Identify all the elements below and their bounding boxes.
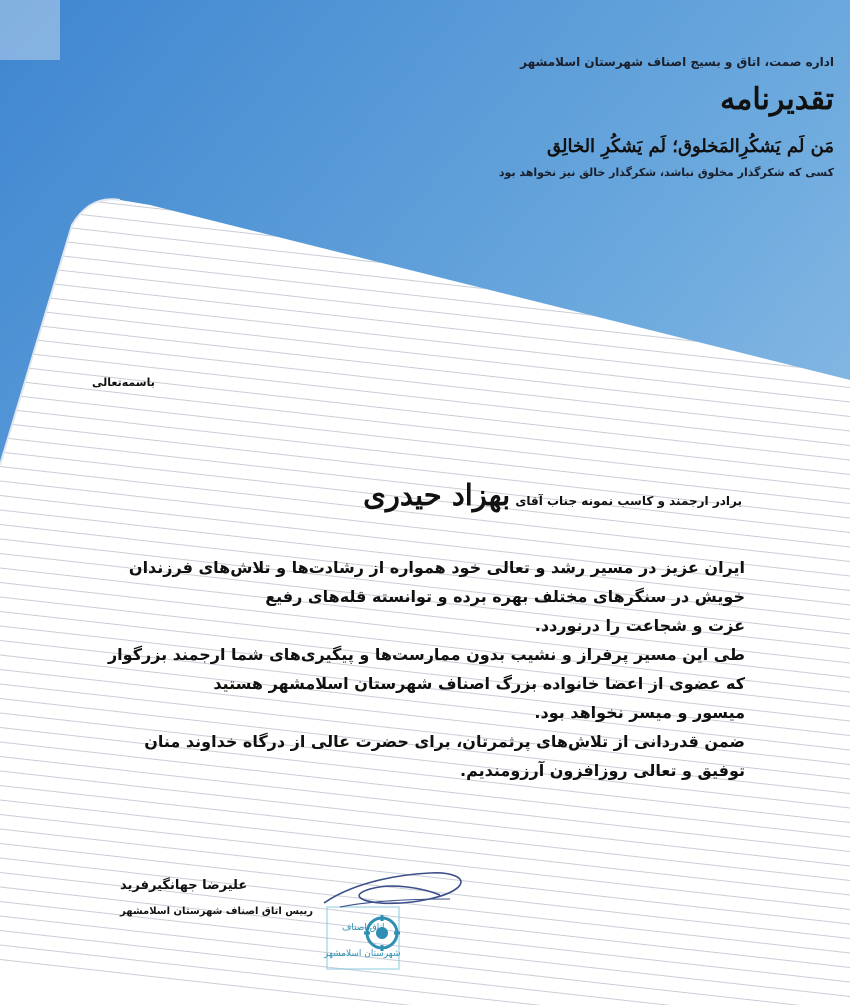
hadith-quote: مَن لَم یَشکُرِالمَخلوق؛ لَم یَشکُرِ الخالِق: [546, 136, 834, 157]
stamp-text: اتاق اصناف: [342, 923, 385, 933]
recipient-name: بهزاد حیدری: [363, 478, 511, 512]
body-line: ضمن قدردانی از تلاش‌های پرثمرتان، برای حضرت عالی از درگاه خداوند منان: [144, 732, 745, 751]
stamp-text: شهرستان اسلامشهر: [324, 949, 401, 959]
letter-body: [90, 553, 745, 785]
body-line: که عضوی از اعضا خانواده بزرگ اصناف شهرستان اسلامشهر هستید: [213, 674, 745, 693]
office-header: اداره صمت، اتاق و بسیج اصناف شهرستان اسلامشهر: [520, 55, 834, 69]
signer-name: علیرضا جهانگیرفرید: [120, 878, 248, 893]
body-line: ایران عزیز در مسیر رشد و تعالی خود همواره از رشادت‌ها و تلاش‌های فرزندان: [128, 558, 745, 577]
handwritten-signature: [320, 865, 470, 915]
addressee-line: [92, 478, 742, 512]
certificate-title: تقدیرنامه: [720, 82, 834, 117]
body-line: طی این مسیر پرفراز و نشیب بدون ممارست‌ها و پیگیری‌های شما ارجمند بزرگوار: [107, 645, 745, 664]
basmala: باسمه‌تعالی: [92, 376, 155, 389]
signer-title: رییس اتاق اصناف شهرستان اسلامشهر: [120, 906, 313, 917]
body-line: خویش در سنگرهای مختلف بهره برده و توانسته قله‌های رفیع: [265, 587, 745, 606]
body-line: توفیق و تعالی روزافزون آرزومندیم.: [460, 761, 745, 780]
salutation: برادر ارجمند و کاسب نمونه جناب آقای: [515, 494, 742, 508]
body-line: عزت و شجاعت را درنوردد.: [534, 616, 745, 635]
body-line: میسور و میسر نخواهد بود.: [534, 703, 745, 722]
hadith-translation: کسی که شکرگذار مخلوق نباشد، شکرگذار خالق نیز نخواهد بود: [498, 166, 834, 179]
